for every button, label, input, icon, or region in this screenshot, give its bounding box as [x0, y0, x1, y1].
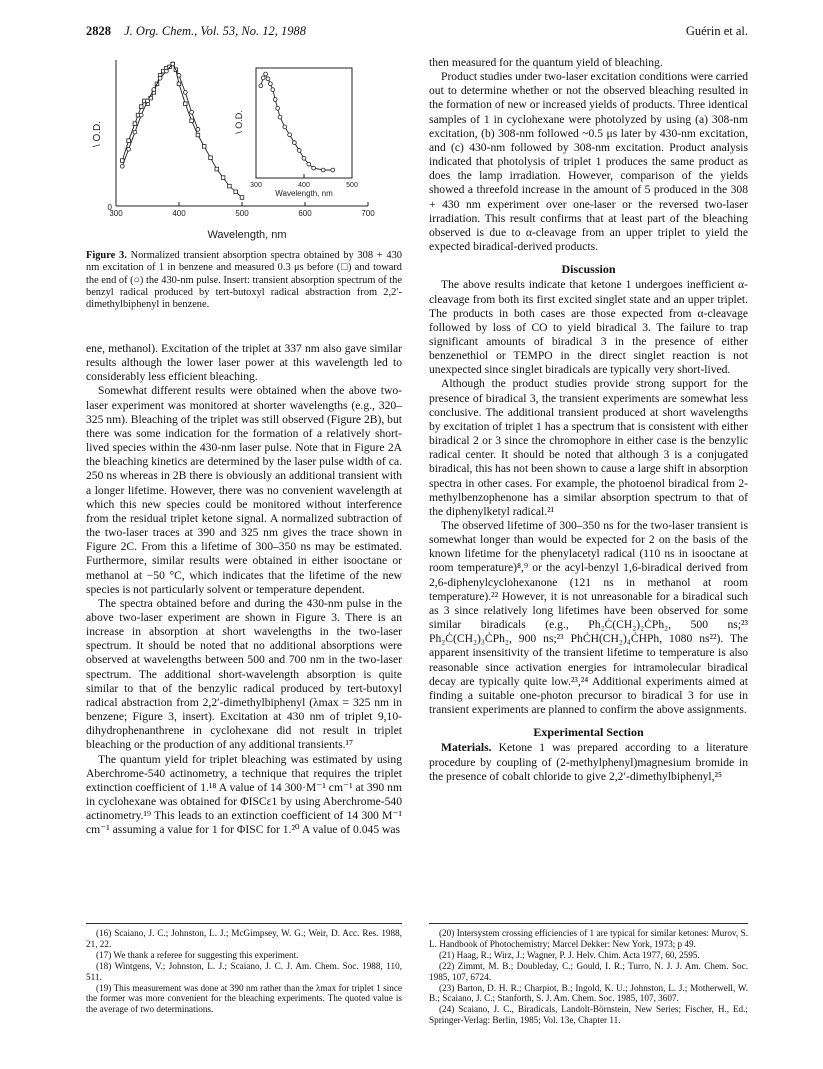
section-heading-experimental: Experimental Section	[533, 725, 644, 740]
data-point-square	[127, 139, 131, 143]
footnote: (19) This measurement was done at 390 nm rather than the λmax for triplet 1 since the former was more convenient for the bleaching experiments. The quoted value is the average of two determinations.	[86, 982, 402, 1015]
data-point-circle	[269, 82, 273, 86]
data-point-circle	[177, 73, 181, 77]
footnote: (24) Scaiano, J. C., Biradicals, Landolt-Börnstein, New Series; Fischer, H., Ed.; Springer-Verlag: Berlin, 1985; Vol. 13e, Chapter 11.	[429, 1004, 748, 1026]
data-point-circle	[261, 76, 265, 80]
left-paragraph: ene, methanol). Excitation of the triplet at 337 nm also gave similar results although the lower laser power at this wavelength led to considerably less efficient bleaching.	[86, 342, 402, 384]
section-heading-discussion: Discussion	[561, 262, 616, 277]
data-point-circle	[158, 76, 162, 80]
data-point-circle	[271, 88, 275, 92]
data-point-square	[184, 102, 188, 106]
x-tick-label: 300	[109, 209, 123, 218]
right-paragraph: The above results indicate that ketone 1 undergoes inefficient α-cleavage from both its first excited singlet state and an upper triplet. The products in both cases are those expected from α-cleavage followed by loss of CO to yield biradical 3. The failure to trap significant amounts of biradical 3 in the presence of either benzenethiol or TEMPO in the direct singlet reaction is not unexpected since singlet biradicals are typically very short-lived.	[429, 278, 748, 377]
running-header	[86, 24, 748, 42]
main-series-group	[120, 62, 243, 199]
data-point-circle	[288, 133, 292, 137]
footnote: (21) Haag, R.; Wirz, J.; Wagner, P. J. Helv. Chim. Acta 1977, 60, 2595.	[439, 949, 700, 960]
main-x-ticks	[109, 202, 375, 218]
data-point-circle	[183, 91, 187, 95]
data-point-circle	[312, 166, 316, 170]
data-point-circle	[152, 88, 156, 92]
right-paragraph: The observed lifetime of 300–350 ns for the two-laser transient is somewhat longer than would be expected for 2 on the basis of the known lifetime for the phenylacetyl radical (110 ns in isooctane at room temperature)⁸,⁹ or the acyl-benzyl 1,6-biradical derived from 2,6-diphenylcyclohexanone (121 ns in methanol at room temperature).²² However, it is not unreasonable for a biradical such as 3 since relatively long lifetimes have been observed for some similar biradicals (e.g., Ph₂Ċ(CH₂)₂ĊPh₂, 500 ns;²³ Ph₂Ċ(CH₂)₃ĊPh₂, 900 ns;²³ PhĊH(CH₂)₄ĊHPh, 1080 ns²²). The apparent insensitivity of the transient lifetime to temperature is also reasonable since activation energies for intramolecular biradical decay are typically quite low.²³,²⁴ Additional experiments aimed at finding a suitable one-photon precursor to biradical 3 for use in transient experiments are planned to confirm the above assignments.	[429, 519, 748, 717]
data-point-circle	[171, 62, 175, 66]
footnotes-right	[429, 928, 748, 1026]
page-number: 2828	[86, 24, 111, 38]
main-zero-label: 0	[107, 203, 112, 212]
data-point-circle	[133, 130, 137, 134]
data-point-square	[139, 105, 143, 109]
footnote-rule-left	[86, 923, 402, 924]
x-tick-label: 500	[346, 182, 358, 189]
data-point-square	[228, 184, 232, 188]
data-point-square	[240, 196, 244, 200]
right-paragraph: Product studies under two-laser excitation conditions were carried out to determine whether or not the observed bleaching resulted in the formation of new or increased yields of products. Three identical samples of 1 in cyclohexane were photolyzed by using (a) 308-nm excitation, (b) 308-nm followed ~0.5 μs later by 430-nm excitation, and (c) 430-nm followed by 308-nm excitation. Product analysis indicated that photolysis of triplet 1 produces the same product as does the lamp irradiation. However, comparison of the yields showed a threefold increase in the amount of 5 produced in the 308 + 430 nm experiment over one-laser or the reversed two-laser irradiation. This result confirms that at least part of the bleaching observed is due to α-cleavage from an upper triplet to yield the expected biradical-derived products.	[429, 70, 748, 254]
x-tick-label: 400	[172, 209, 186, 218]
figure-caption-text: Normalized transient absorption spectra obtained by 308 + 430 nm excitation of 1 in benzene and measured 0.3 μs before (□) and toward the end of (○) the 430-nm pulse. Insert: transient absorption spectrum of the benzyl radical produced by tert-butoxyl radical abstraction from 2,2′-dimethylbiphenyl in benzene.	[86, 250, 402, 311]
data-point-square	[177, 82, 181, 86]
data-point-circle	[302, 156, 306, 160]
x-tick-label: 600	[298, 209, 312, 218]
data-point-square	[133, 122, 137, 126]
data-point-square	[209, 156, 213, 160]
inset-y-axis-title: \ O.D.	[234, 110, 244, 134]
main-y-axis-title: \ O.D.	[92, 120, 103, 148]
data-point-circle	[127, 147, 131, 151]
left-paragraph: The quantum yield for triplet bleaching was estimated by using Aberchrome-540 actinometry, a technique that requires the triplet extinction coefficient of 1.¹⁸ A value of 14 300·M⁻¹ cm⁻¹ at 390 nm in cyclohexane was obtained for ΦISCε1 by using Aberchrome-540 actinometry.¹⁹ This leads to an extinction coefficient of 14 300 M⁻¹ cm⁻¹ assuming a value for 1 for ΦISC for 1.²⁰ A value of 0.045 was	[86, 752, 402, 837]
data-point-circle	[259, 84, 263, 88]
data-point-circle	[139, 113, 143, 117]
main-x-axis-title: Wavelength, nm	[207, 229, 287, 241]
data-point-square	[190, 119, 194, 123]
data-point-square	[202, 145, 206, 149]
right-paragraph: Although the product studies provide strong support for the presence of biradical 3, the transient experiments are somewhat less conclusive. The additional transient produced at short wavelengths by excitation of triplet 1 has a spectrum that is consistent with either biradical 2 or 3 since the chromophore in either case is the benzylic radical center. It should be noted that although 3 is a conjugated biradical, this has not been shown to cause a large shift in absorption spectra in other cases. For example, the photoenol biradical from 2-methylbenzophenone has a similar absorption spectrum to that of the diphenylketyl radical.²¹	[429, 377, 748, 518]
right-text-column	[429, 56, 748, 784]
data-point-square	[215, 167, 219, 171]
running-authors: Guérin et al.	[685, 24, 748, 38]
data-point-circle	[293, 141, 297, 145]
left-paragraph: The spectra obtained before and during the 430-nm pulse in the above two-laser experiment are shown in Figure 3. There is an increase in absorption at short wavelengths in the two-laser spectrum. It should be noted that no additional absorptions were observed at wavelengths between 500 and 700 nm in the two-laser spectrum. The additional short-wavelength absorption is quite similar to that of the benzylic radical produced by tert-butoxyl radical abstraction from 2,2′-dimethylbiphenyl (λmax = 325 nm in benzene; Figure 3, insert). Excitation at 430 nm of triplet 9,10-dihydrophenanthrene in cyclohexane did not result in triplet bleaching or the production of any additional transients.¹⁷	[86, 596, 402, 752]
footnote: (23) Barton, D. H. R.; Charpiot, B.; Ingold, K. U.; Johnston, L. J.; Motherwell, W. B.; Scaiano, J. C.; Stanforth, S. J. Am. Chem. Soc. 1985, 107, 3607.	[429, 982, 748, 1004]
data-point-circle	[276, 106, 280, 110]
footnote: (20) Intersystem crossing efficiencies of 1 are typical for similar ketones: Murov, S. L. Handbook of Photochemistry; Marcel Dekker: New York, 1973; p 49.	[429, 928, 748, 949]
data-point-circle	[264, 72, 268, 76]
x-tick-label: 700	[361, 209, 375, 218]
data-point-square	[221, 176, 225, 180]
data-point-circle	[196, 127, 200, 131]
data-point-circle	[146, 99, 150, 103]
journal-citation: J. Org. Chem., Vol. 53, No. 12, 1988	[124, 24, 306, 38]
x-tick-label: 300	[250, 182, 262, 189]
data-point-circle	[266, 77, 270, 81]
footnotes-left	[86, 928, 402, 1015]
data-point-circle	[331, 168, 335, 172]
data-point-square	[234, 190, 238, 194]
data-point-circle	[273, 98, 277, 102]
figure-caption-label: Figure 3.	[86, 250, 127, 261]
footnote-rule-right	[429, 923, 748, 924]
left-text-column	[86, 342, 402, 837]
data-point-circle	[321, 168, 325, 172]
right-paragraph	[429, 741, 748, 783]
right-paragraph: then measured for the quantum yield of bleaching.	[429, 56, 663, 69]
data-point-circle	[165, 69, 169, 73]
materials-text: Ketone 1 was prepared according to a literature procedure by coupling of (2-methylphenyl)magnesium bromide in the presence of cobalt chloride to give 2,2′-dimethylbiphenyl,²⁵	[429, 741, 748, 783]
footnote: (22) Zimmt, M. B.; Doubleday, C.; Gould, I. R.; Turro, N. J. J. Am. Chem. Soc. 1985, 107, 6724.	[429, 960, 748, 982]
data-point-circle	[190, 110, 194, 114]
left-paragraph: Somewhat different results were obtained when the above two-laser experiment was monitored at shorter wavelengths (e.g., 320–325 nm). Bleaching of the triplet was still observed (Figure 2B), but there was some indication for the formation of a relatively short-lived species within the 430-nm laser pulse. Note that in Figure 2A the bleaching kinetics are determined by the laser pulse width of ca. 250 ns whereas in 2B there is obviously an additional transient with a longer lifetime. However, there was no convenient wavelength at which this new species could be monitored without interference from the residual triplet ketone signal. A normalized subtraction of the two-laser traces at 390 and 325 nm gives the trace shown in Figure 2C. From this a lifetime of 300–350 ns may be estimated. Furthermore, similar results were obtained in either isooctane or methanol at −50 °C, which indicates that the lifetime of the new species is not particularly solvent or temperature dependent.	[86, 384, 402, 596]
inset-plot	[234, 68, 358, 198]
data-point-circle	[120, 164, 124, 168]
footnote: (17) We thank a referee for suggesting this experiment.	[96, 949, 299, 960]
data-point-square	[196, 133, 200, 137]
materials-label: Materials.	[441, 741, 492, 755]
figure-caption	[86, 250, 402, 311]
footnote: (18) Wintgens, V.; Johnston, L. J.; Scaiano, J. C. J. Am. Chem. Soc. 1988, 110, 511.	[86, 960, 402, 982]
figure-3-chart	[86, 52, 402, 248]
inset-x-axis-title: Wavelength, nm	[275, 189, 333, 198]
x-tick-label: 500	[235, 209, 249, 218]
data-point-circle	[283, 125, 287, 129]
data-point-circle	[278, 115, 282, 119]
data-point-circle	[307, 162, 311, 166]
data-point-circle	[297, 149, 301, 153]
footnote: (16) Scaiano, J. C.; Johnston, L. J.; McGimpsey, W. G.; Weir, D. Acc. Res. 1988, 21, 22.	[86, 928, 402, 949]
x-tick-label: 400	[298, 182, 310, 189]
